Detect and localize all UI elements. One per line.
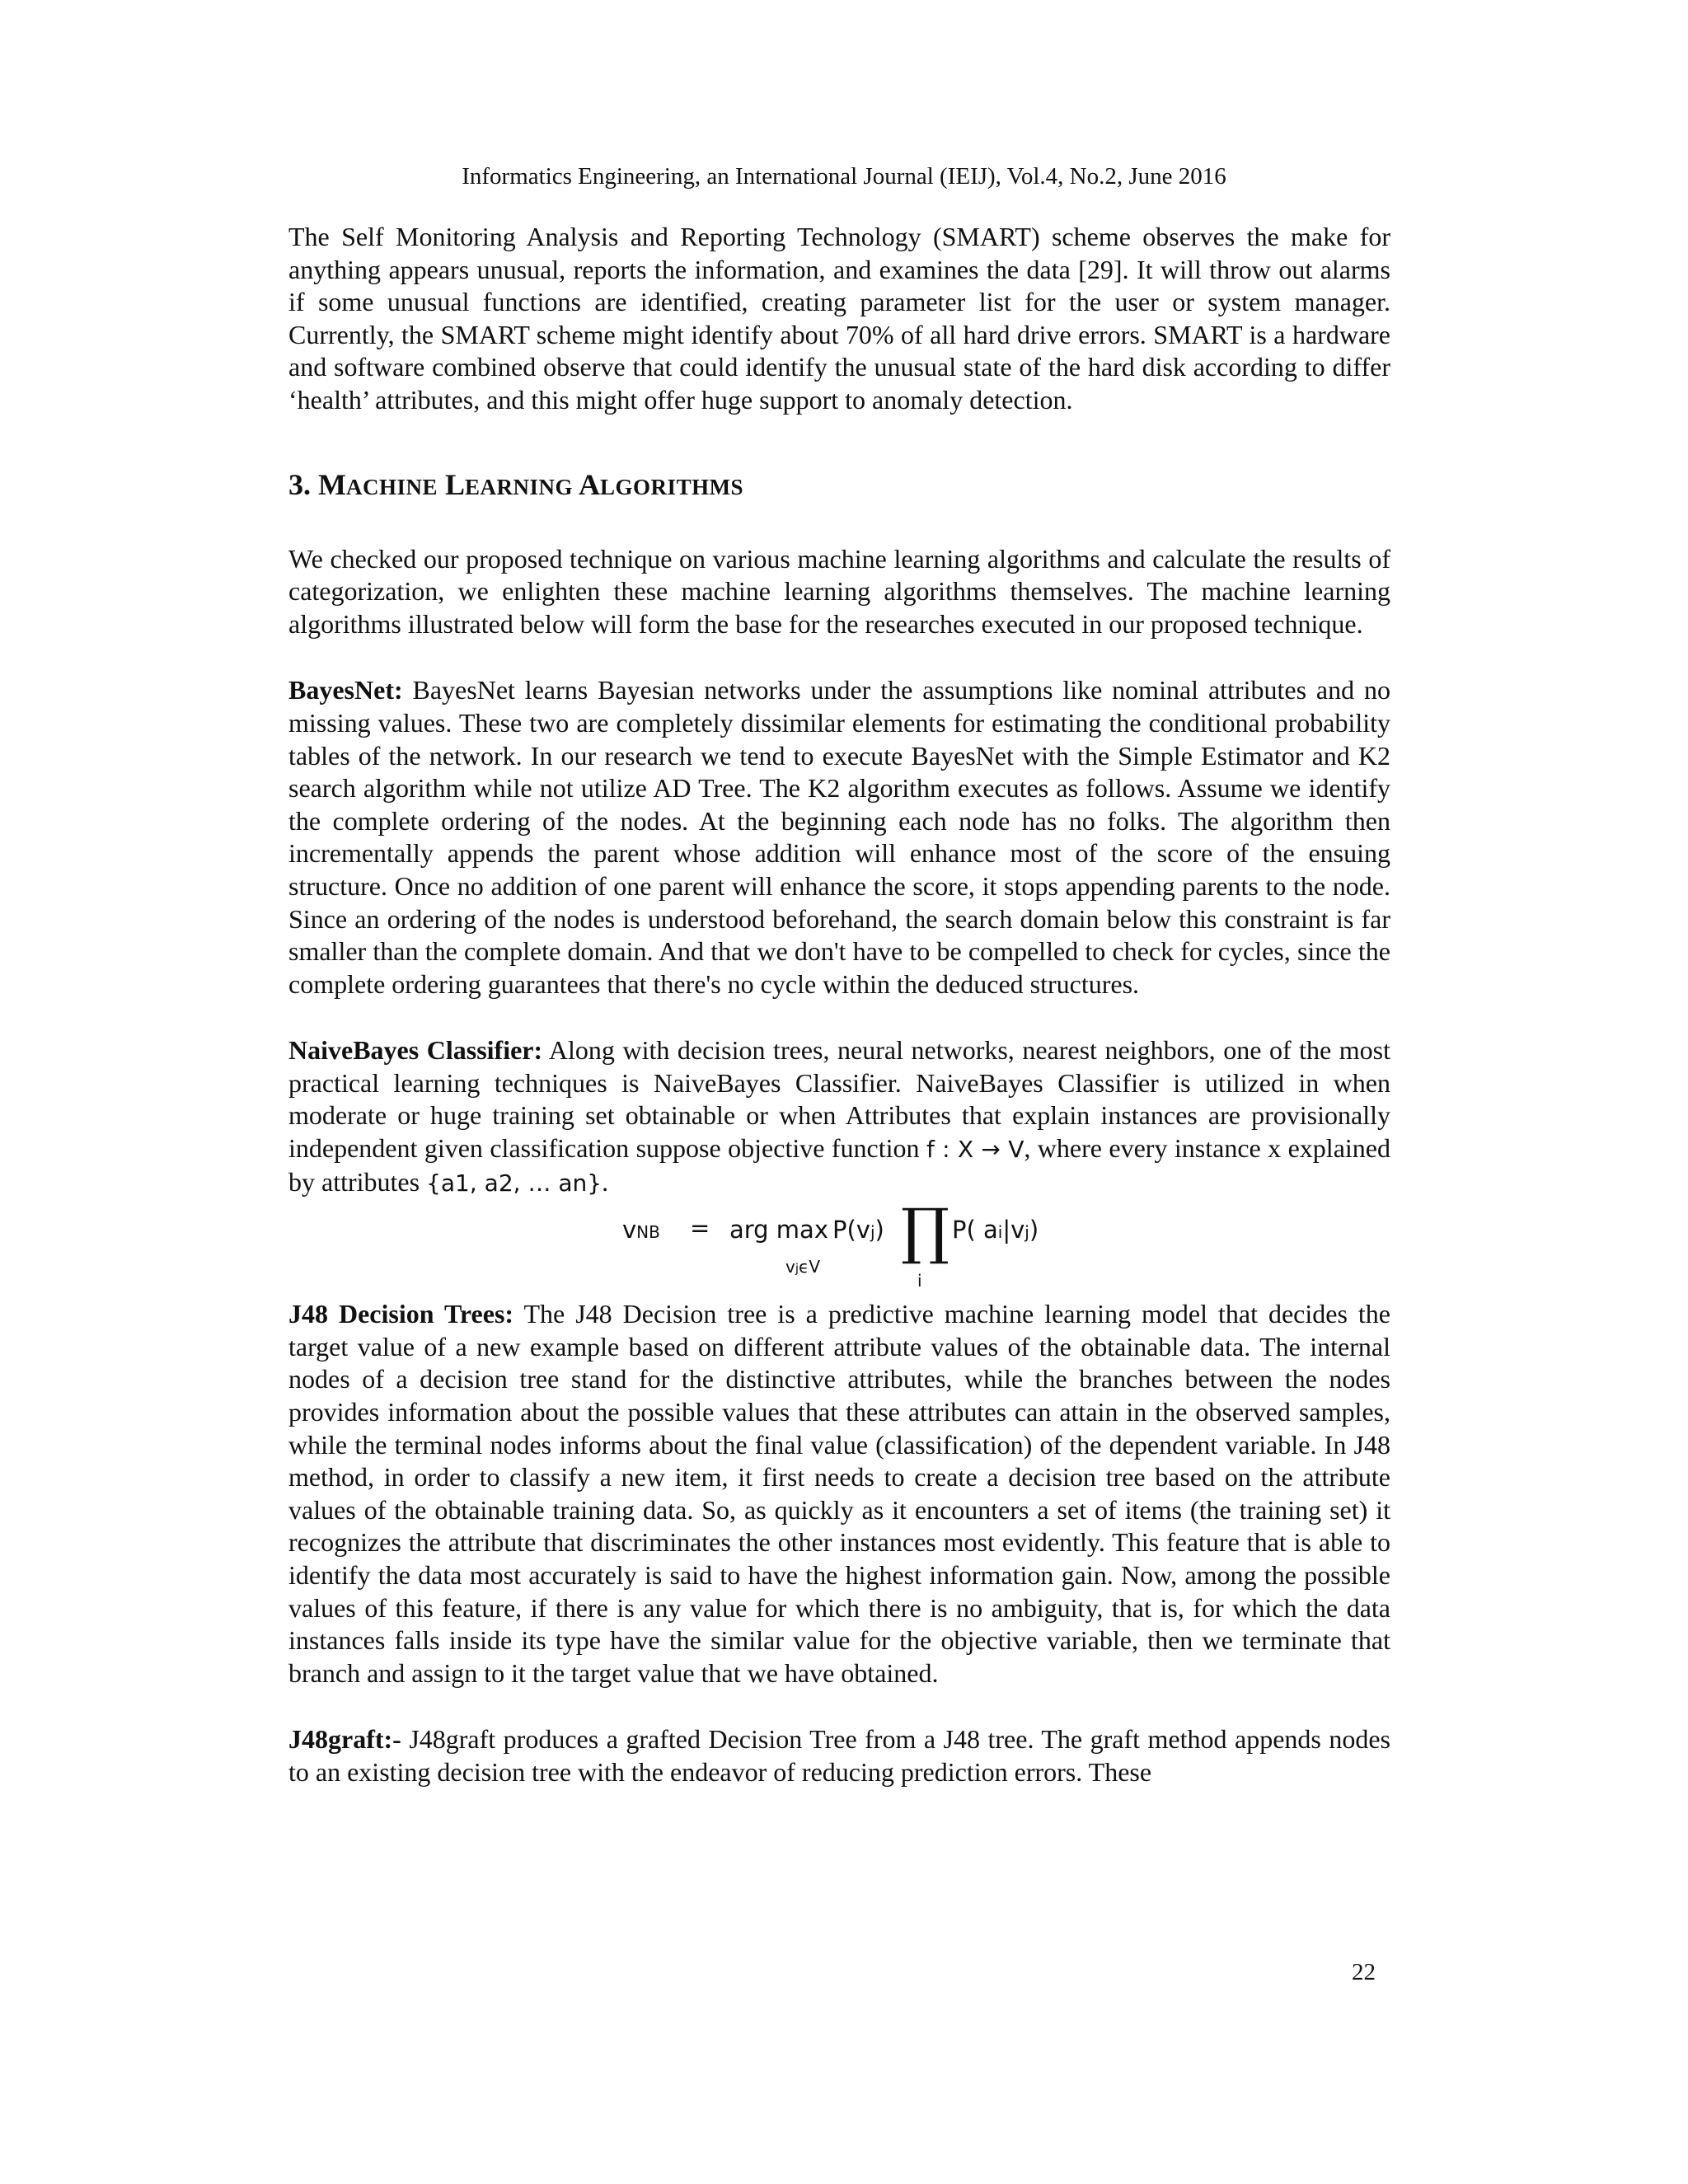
naivebayes-text-middle: , where every instance x explained by attributes	[288, 1133, 1390, 1197]
j48-text: The J48 Decision tree is a predictive machine learning model that decides the target value of a new example based on different attribute values of the obtainable data. The internal nodes of a decision tree stand for the distinctive attributes, while the branches between the nodes provides information about the possible values that these attributes can attain in the observed samples, while the terminal nodes informs about the final value (classification) of the dependent variable. In J48 method, in order to classify a new item, it first needs to create a decision tree based on the attribute values of the obtainable training data. So, as quickly as it encounters a set of items (the training set) it recognizes the attribute that discriminates the other instances most evidently. This feature that is able to identify the data most accurately is said to have the highest information gain. Now, among the possible values of this feature, if there is any value for which there is no ambiguity, that is, for which the data instances falls inside its type have the similar value for the objective variable, then we terminate that branch and assign to it the target value that we have obtained.	[288, 1299, 1391, 1688]
naivebayes-label: NaiveBayes Classifier:	[288, 1035, 543, 1066]
product-symbol: ∏	[901, 1196, 950, 1268]
j48graft-paragraph	[288, 1723, 1390, 1788]
running-header: Informatics Engineering, an International Journal (IEIJ), Vol.4, No.2, June 2016	[462, 163, 1226, 190]
j48-paragraph	[288, 1298, 1390, 1690]
attribute-set-math: {a1, a2, … an}	[426, 1169, 603, 1197]
equation-argmax: arg max	[729, 1216, 828, 1244]
equation-lhs: vNB	[622, 1216, 660, 1244]
equation-argmax-subscript: vjϵV	[785, 1257, 821, 1277]
bayesnet-paragraph	[288, 674, 1390, 1001]
section-heading	[288, 466, 1390, 505]
intro-paragraph: We checked our proposed technique on various machine learning algorithms and calculate the results of categorization, we enlighten these machine learning algorithms themselves. The machine learning algorithms illustrated below will form the base for the researches executed in our proposed technique.	[288, 543, 1390, 639]
page-body	[288, 221, 1390, 1789]
naivebayes-text: Along with decision trees, neural networks, nearest neighbors, one of the most practical learning techniques is NaiveBayes Classifier. NaiveBayes Classifier is utilized in when moderate or huge training set obtainable or when Attributes that explain instances are provisionally independent given classification suppose objective function	[288, 1035, 1391, 1164]
bayesnet-text: BayesNet learns Bayesian networks under the assumptions like nominal attributes and no missing values. These two are completely dissimilar elements for estimating the conditional probability tables of the network. In our research we tend to execute BayesNet with the Simple Estimator and K2 search algorithm while not utilize AD Tree. The K2 algorithm executes as follows. Assume we identify the complete ordering of the nodes. At the beginning each node has no folks. The algorithm then incrementally appends the parent whose addition will enhance most of the score of the ensuing structure. Once no addition of one parent will enhance the score, it stops appending parents to the node. Since an ordering of the nodes is understood beforehand, the search domain below this constraint is far smaller than the complete domain. And that we don't have to be compelled to check for cycles, since the complete ordering guarantees that there's no cycle within the deduced structures.	[288, 675, 1390, 999]
target-function-math: f : X → V	[926, 1136, 1025, 1164]
naivebayes-paragraph: NaiveBayes Classifier: Along with decision trees, neural networks, nearest neighbors, one of the most practical learning techniques is NaiveBayes Classifier. NaiveBayes Classifier is utilized in when moderate or huge training set obtainable or when Attributes that explain instances are provisionally independent given classification suppose objective function f : X → V, where every instance x explained by attributes {a1, a2, … an}.	[288, 1035, 1391, 1197]
naive-bayes-equation	[288, 1196, 1390, 1298]
j48graft-text: J48graft produces a grafted Decision Tree from a J48 tree. The graft method appends nodes to an existing decision tree with the endeavor of reducing prediction errors. These	[288, 1724, 1390, 1787]
equation-prior: P(vj)	[832, 1216, 884, 1244]
equation-equals: =	[690, 1214, 710, 1243]
equation-body	[622, 1196, 1117, 1291]
j48-label: J48 Decision Trees:	[288, 1299, 514, 1329]
equation-likelihood: P( ai|vj)	[952, 1216, 1039, 1244]
section-title: MACHINE LEARNING ALGORITHMS	[318, 467, 744, 501]
bayesnet-label: BayesNet:	[288, 675, 403, 705]
page-number: 22	[1352, 1959, 1376, 1985]
smart-paragraph: The Self Monitoring Analysis and Reporting Technology (SMART) scheme observes the make for anything appears unusual, reports the information, and examines the data [29]. It will throw out alarms if some unusual functions are identified, creating parameter list for the user or system manager. Currently, the SMART scheme might identify about 70% of all hard drive errors. SMART is a hardware and software combined observe that could identify the unusual state of the hard disk according to differ ‘health’ attributes, and this might offer huge support to anomaly detection.	[288, 222, 1390, 415]
j48graft-label: J48graft:-	[288, 1724, 401, 1755]
section-number: 3.	[288, 467, 311, 501]
product-subscript: i	[917, 1271, 922, 1291]
